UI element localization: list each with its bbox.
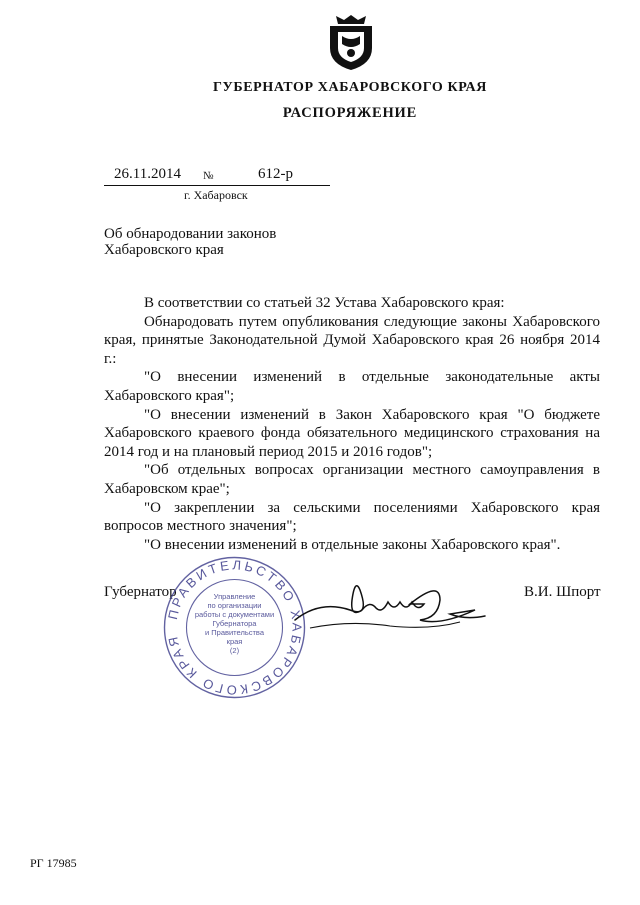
seal-center-line: и Правительства: [205, 628, 264, 637]
signatory-title: Губернатор: [104, 584, 177, 600]
body-paragraph: "О закреплении за сельскими поселениями Хабаровского края вопросов местного значения";: [104, 499, 600, 535]
number-label: №: [203, 170, 214, 182]
subject-line-2: Хабаровского края: [104, 242, 224, 258]
seal-center-line: Управление: [213, 592, 256, 601]
body-paragraph: "О внесении изменений в отдельные законы Хабаровского края".: [144, 536, 561, 553]
registration-code: РГ 17985: [30, 856, 77, 870]
seal-center-line: края: [226, 637, 243, 646]
document-subject: [104, 226, 276, 258]
handwritten-signature: [290, 570, 490, 640]
document-city: г. Хабаровск: [184, 188, 248, 202]
seal-ring-text: ПРАВИТЕЛЬСТВО ХАБАРОВСКОГО КРАЯ: [164, 557, 305, 698]
document-type: РАСПОРЯЖЕНИЕ: [282, 105, 418, 121]
body-paragraph: "О внесении изменений в Закон Хабаровского края "О бюджете Хабаровского краевого фонда обязательного медицинского страхования на 2014 год и на плановый период 2015 и 2016 годов";: [104, 406, 600, 460]
document-body: [104, 294, 600, 554]
body-paragraph: Обнародовать путем опубликования следующие законы Хабаровского края, принятые Законодательной Думой Хабаровского края 26 ноября 2014 г.:: [104, 313, 600, 367]
seal-center-line: (2): [229, 646, 240, 655]
body-paragraph: В соответствии со статьей 32 Устава Хабаровского края:: [144, 295, 505, 311]
seal-center-line: работы с документами: [194, 610, 275, 619]
seal-center-line: Губернатора: [212, 619, 257, 628]
subject-line-1: Об обнародовании законов: [104, 226, 277, 242]
authority-title: ГУБЕРНАТОР ХАБАРОВСКОГО КРАЯ: [213, 80, 487, 95]
body-paragraph: "Об отдельных вопросах организации местного самоуправления в Хабаровском крае";: [104, 462, 600, 497]
coat-of-arms-icon: [326, 14, 376, 72]
signatory-name: В.И. Шпорт: [524, 584, 601, 600]
document-date: 26.11.2014: [114, 166, 181, 182]
document-number: 612-р: [258, 166, 293, 182]
official-seal: [162, 555, 307, 700]
body-paragraph: "О внесении изменений в отдельные законодательные акты Хабаровского края";: [104, 369, 600, 404]
seal-center-line: по организации: [207, 601, 262, 610]
